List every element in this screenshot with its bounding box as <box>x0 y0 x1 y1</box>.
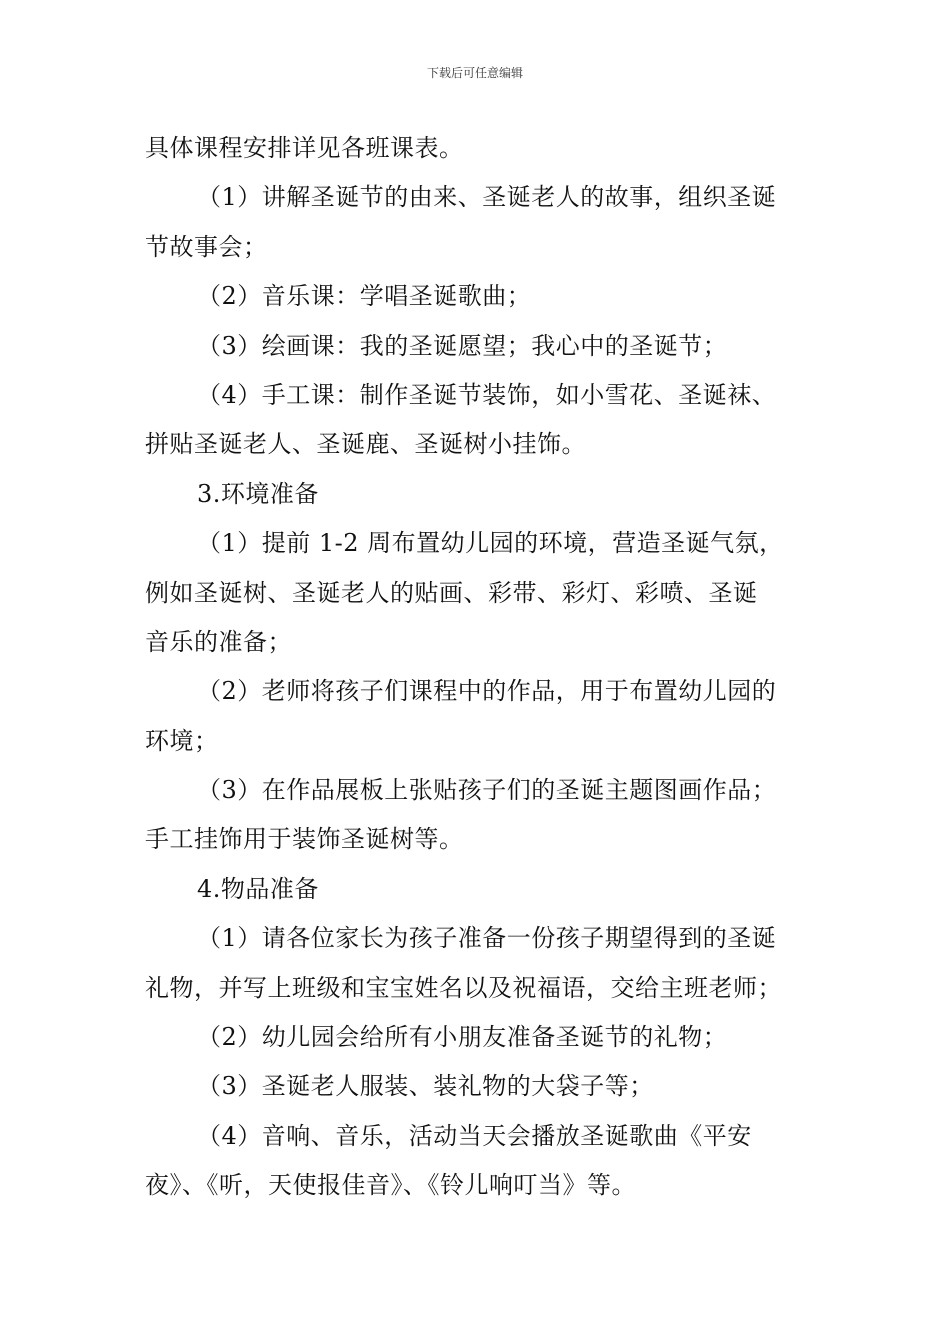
text-line: 节故事会； <box>145 232 268 261</box>
text-line: 例如圣诞树、圣诞老人的贴画、彩带、彩灯、彩喷、圣诞 <box>145 578 758 607</box>
text-line: 拼贴圣诞老人、圣诞鹿、圣诞树小挂饰。 <box>145 430 586 459</box>
text-line: （4）音响、音乐，活动当天会播放圣诞歌曲《平安 <box>197 1121 752 1150</box>
text-line: 音乐的准备； <box>145 627 292 656</box>
page-header: 下载后可任意编辑 <box>426 66 523 80</box>
section-heading: 3.环境准备 <box>197 479 319 508</box>
text-line: （3）圣诞老人服装、装礼物的大袋子等； <box>197 1072 654 1101</box>
text-line: （4）手工课：制作圣诞节装饰，如小雪花、圣诞袜、 <box>197 380 777 409</box>
text-line: （1）请各位家长为孩子准备一份孩子期望得到的圣诞 <box>197 924 777 953</box>
text-line: （3）绘画课：我的圣诞愿望；我心中的圣诞节； <box>197 331 728 360</box>
text-line: 手工挂饰用于装饰圣诞树等。 <box>145 825 464 854</box>
text-line: 夜》、《听，天使报佳音》、《铃儿响叮当》等。 <box>145 1171 636 1200</box>
text-line: 礼物，并写上班级和宝宝姓名以及祝福语，交给主班老师； <box>145 973 782 1002</box>
text-line: 具体课程安排详见各班课表。 <box>145 134 464 162</box>
text-line: （2）音乐课：学唱圣诞歌曲； <box>197 282 532 311</box>
text-line: （3）在作品展板上张贴孩子们的圣诞主题图画作品； <box>197 776 777 805</box>
text-line: （1）提前 1-2 周布置幼儿园的环境，营造圣诞气氛， <box>197 529 784 558</box>
document-body <box>145 124 815 1211</box>
section-heading: 4.物品准备 <box>197 874 319 903</box>
text-line: 环境； <box>145 726 219 755</box>
text-line: （1）讲解圣诞节的由来、圣诞老人的故事，组织圣诞 <box>197 183 777 212</box>
text-line: （2）幼儿园会给所有小朋友准备圣诞节的礼物； <box>197 1023 728 1052</box>
text-line: （2）老师将孩子们课程中的作品，用于布置幼儿园的 <box>197 677 777 706</box>
